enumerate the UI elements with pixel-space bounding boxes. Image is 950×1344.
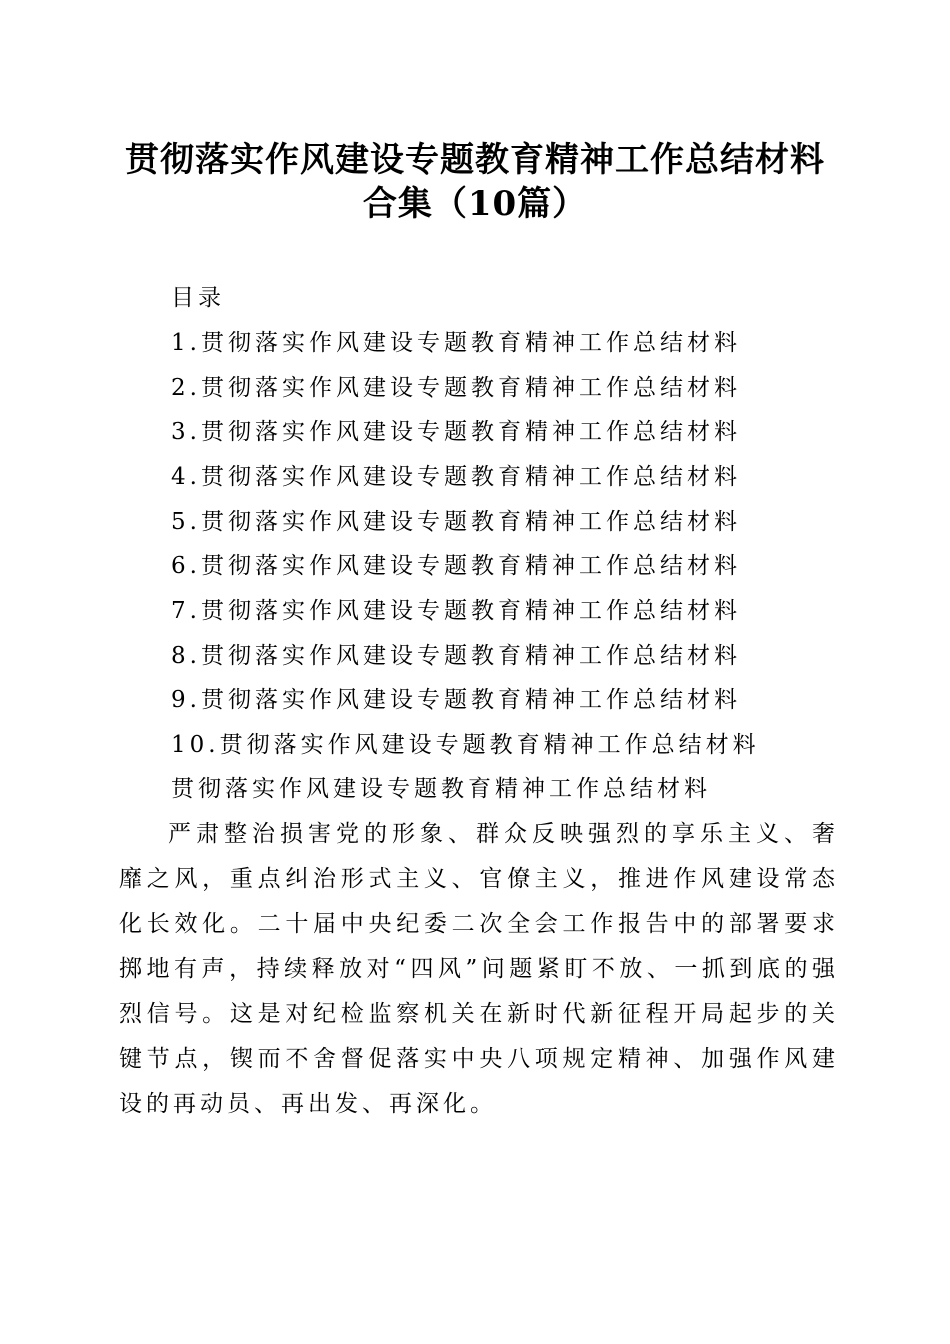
toc-item: 5.贯彻落实作风建设专题教育精神工作总结材料 (171, 509, 741, 535)
toc-item: 1.贯彻落实作风建设专题教育精神工作总结材料 (171, 330, 741, 356)
toc-item: 9.贯彻落实作风建设专题教育精神工作总结材料 (171, 687, 741, 713)
document-title-line-2: 合集（10篇） (362, 184, 588, 224)
document-title-line-1: 贯彻落实作风建设专题教育精神工作总结材料 (125, 140, 825, 180)
toc-item: 7.贯彻落实作风建设专题教育精神工作总结材料 (171, 598, 741, 624)
toc-item: 10.贯彻落实作风建设专题教育精神工作总结材料 (171, 732, 760, 758)
toc-item: 3.贯彻落实作风建设专题教育精神工作总结材料 (171, 419, 741, 445)
body-paragraph: 严肃整治损害党的形象、群众反映强烈的享乐主义、奢靡之风，重点纠治形式主义、官僚主义，推进作风建设常态化长效化。二十届中央纪委二次全会工作报告中的部署要求掷地有声，持续释放对“四风”问题紧盯不放、一抓到底的强烈信号。这是对纪检监察机关在新时代新征程开局起步的关键节点，锲而不舍督促落实中央八项规定精神、加强作风建设的再动员、再出发、再深化。 (119, 821, 839, 1117)
toc-item: 6.贯彻落实作风建设专题教育精神工作总结材料 (171, 553, 741, 579)
toc-item: 8.贯彻落实作风建设专题教育精神工作总结材料 (171, 643, 741, 669)
section-title: 贯彻落实作风建设专题教育精神工作总结材料 (171, 776, 711, 802)
toc-item: 2.贯彻落实作风建设专题教育精神工作总结材料 (171, 375, 741, 401)
toc-item: 4.贯彻落实作风建设专题教育精神工作总结材料 (171, 464, 741, 490)
toc-heading: 目录 (171, 285, 225, 311)
